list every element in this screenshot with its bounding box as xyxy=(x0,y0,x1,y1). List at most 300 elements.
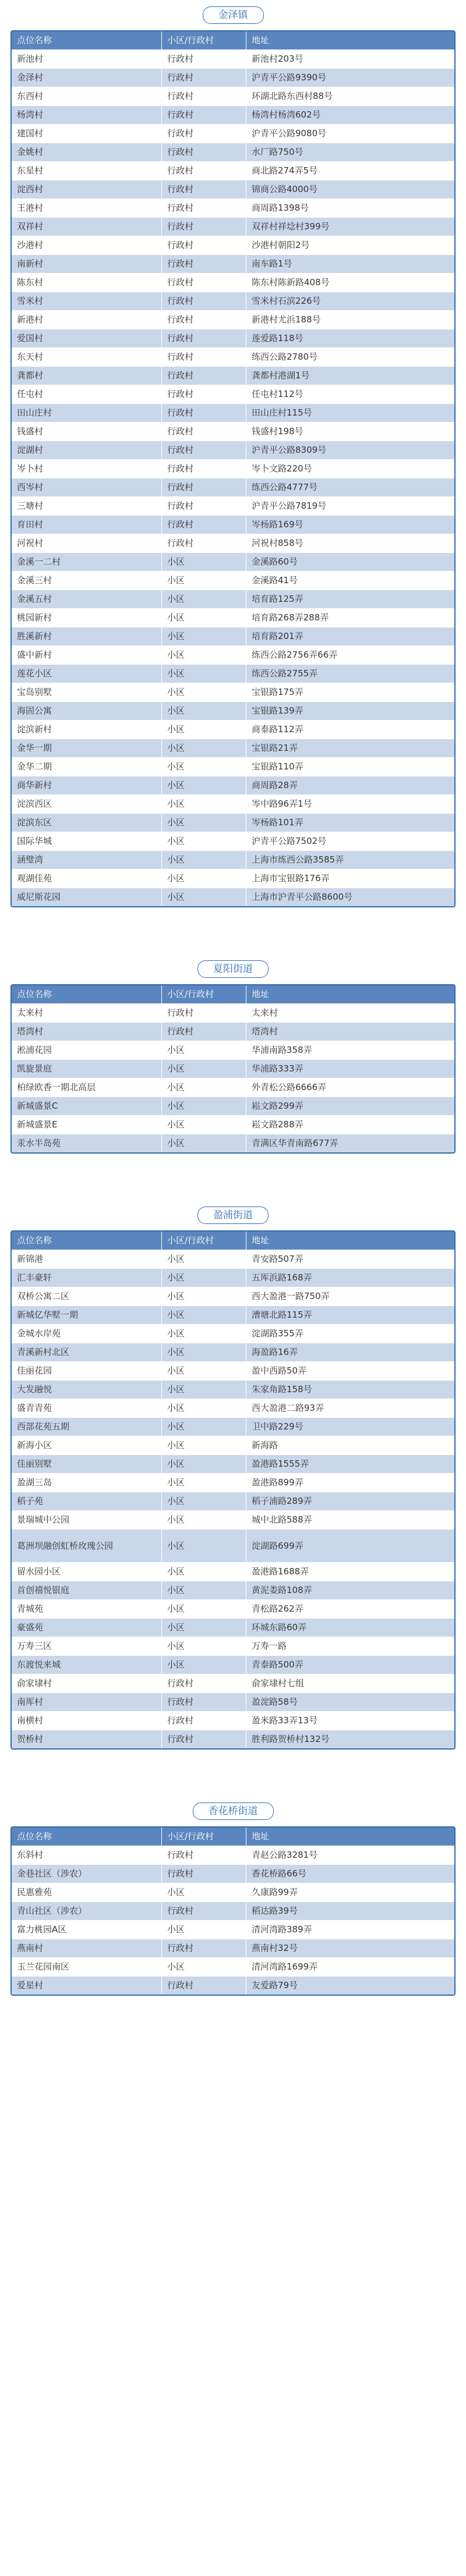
cell-address: 外青松公路6666弄 xyxy=(252,1082,327,1092)
cell-address: 练西公路2755弄 xyxy=(252,668,318,679)
section-title-wrap xyxy=(0,954,466,984)
table-row xyxy=(12,1004,454,1023)
cell-type: 行政村 xyxy=(162,1004,246,1022)
cell-type: 小区 xyxy=(162,627,246,645)
cell-address: 久康路99弄 xyxy=(252,1887,298,1897)
cell-type: 小区 xyxy=(162,1418,246,1436)
table-row xyxy=(12,1712,454,1730)
cell-name: 新城亿华墅一期 xyxy=(12,1306,162,1324)
table-row xyxy=(12,1474,454,1492)
table-row xyxy=(12,1730,454,1748)
cell-type: 行政村 xyxy=(162,292,246,310)
cell-address: 青松路262弄 xyxy=(252,1603,303,1614)
table-row xyxy=(12,1637,454,1656)
table-row xyxy=(12,1674,454,1693)
cell-address: 河祝村858号 xyxy=(252,538,303,548)
section-spacer xyxy=(0,907,466,954)
cell-address: 培育路201弄 xyxy=(252,631,303,641)
cell-address: 淀湖路355弄 xyxy=(252,1328,303,1339)
table-row xyxy=(12,609,454,627)
table-row xyxy=(12,683,454,702)
cell-address: 商周路28弄 xyxy=(252,780,298,790)
cell-type: 小区 xyxy=(162,1399,246,1417)
cell-name: 岑卜村 xyxy=(12,460,162,478)
cell-address: 西大盈港二路93弄 xyxy=(252,1403,324,1413)
table-row xyxy=(12,1902,454,1921)
table-row xyxy=(12,1306,454,1325)
header-name: 点位名称 xyxy=(12,985,162,1003)
cell-type: 小区 xyxy=(162,1116,246,1134)
cell-type: 小区 xyxy=(162,1269,246,1287)
location-table xyxy=(10,984,456,1154)
cell-type: 小区 xyxy=(162,1097,246,1115)
table-row xyxy=(12,87,454,106)
cell-type: 小区 xyxy=(162,1474,246,1492)
cell-name: 金姚村 xyxy=(12,143,162,161)
cell-type: 小区 xyxy=(162,1287,246,1305)
cell-name: 塔湾村 xyxy=(12,1023,162,1041)
cell-type: 小区 xyxy=(162,702,246,720)
table-row xyxy=(12,1865,454,1883)
cell-type: 行政村 xyxy=(162,162,246,180)
cell-name: 杨湾村 xyxy=(12,106,162,124)
cell-type: 小区 xyxy=(162,1921,246,1939)
cell-address: 陈东村陈新路408号 xyxy=(252,277,330,288)
cell-name: 富力桃园A区 xyxy=(12,1921,162,1939)
cell-type: 行政村 xyxy=(162,441,246,459)
header-type: 小区/行政村 xyxy=(162,985,246,1003)
table-row xyxy=(12,665,454,683)
table-row xyxy=(12,236,454,255)
cell-address: 练西公路2756弄66弄 xyxy=(252,650,338,660)
cell-address: 沪青平公路7502号 xyxy=(252,836,327,846)
cell-address: 友爱路79号 xyxy=(252,1980,298,1990)
cell-type: 小区 xyxy=(162,683,246,701)
cell-type: 行政村 xyxy=(162,236,246,254)
table-row xyxy=(12,1656,454,1674)
cell-type: 行政村 xyxy=(162,516,246,534)
cell-address: 香花桥路66号 xyxy=(252,1868,307,1879)
cell-address: 宝银路21弄 xyxy=(252,743,298,753)
cell-type: 小区 xyxy=(162,1134,246,1152)
cell-address: 青赵公路3281号 xyxy=(252,1850,318,1860)
section-title: 香花桥街道 xyxy=(193,1803,274,1820)
cell-name: 淀滨东区 xyxy=(12,814,162,832)
cell-type: 行政村 xyxy=(162,87,246,105)
table-header-row xyxy=(12,1232,454,1250)
cell-name: 雪米村 xyxy=(12,292,162,310)
cell-name: 金溪三村 xyxy=(12,572,162,590)
cell-name: 新海小区 xyxy=(12,1436,162,1454)
cell-address: 上海市沪青平公路8600号 xyxy=(252,892,353,902)
cell-type: 小区 xyxy=(162,553,246,571)
cell-type: 小区 xyxy=(162,721,246,739)
cell-name: 汞水半岛苑 xyxy=(12,1134,162,1152)
cell-name: 双桥公寓二区 xyxy=(12,1287,162,1305)
table-header-row xyxy=(12,985,454,1004)
table-row xyxy=(12,106,454,125)
cell-name: 金华一期 xyxy=(12,739,162,757)
cell-name: 东星村 xyxy=(12,162,162,180)
cell-type: 行政村 xyxy=(162,367,246,385)
section-title: 金泽镇 xyxy=(203,6,264,24)
cell-type: 行政村 xyxy=(162,69,246,87)
cell-name: 胜溪新村 xyxy=(12,627,162,645)
cell-name: 新城盛景C xyxy=(12,1097,162,1115)
cell-address: 任屯村112号 xyxy=(252,389,303,399)
table-row xyxy=(12,1418,454,1436)
cell-name: 西部花苑五期 xyxy=(12,1418,162,1436)
cell-type: 小区 xyxy=(162,646,246,664)
cell-type: 小区 xyxy=(162,1511,246,1529)
cell-address: 商北路274弄5号 xyxy=(252,165,318,176)
table-row xyxy=(12,1250,454,1269)
cell-name: 柏绿欧香一期北高层 xyxy=(12,1078,162,1097)
cell-address: 沙港村朝阳2号 xyxy=(252,240,310,250)
table-row xyxy=(12,329,454,348)
table-row xyxy=(12,1343,454,1362)
table-row xyxy=(12,385,454,404)
cell-address: 莲爱路118号 xyxy=(252,333,303,343)
table-row xyxy=(12,832,454,851)
cell-type: 小区 xyxy=(162,1455,246,1473)
cell-name: 留水园小区 xyxy=(12,1563,162,1581)
cell-address: 培育路125弄 xyxy=(252,594,303,604)
cell-address: 沪青平公路8309号 xyxy=(252,445,327,455)
table-row xyxy=(12,1097,454,1116)
cell-type: 行政村 xyxy=(162,1865,246,1883)
cell-type: 行政村 xyxy=(162,218,246,236)
table-row xyxy=(12,143,454,162)
cell-name: 盈湖三岛 xyxy=(12,1474,162,1492)
cell-type: 行政村 xyxy=(162,423,246,441)
cell-address: 胜利路贺桥村132号 xyxy=(252,1734,330,1744)
cell-address: 龚都村港湖1号 xyxy=(252,370,310,381)
cell-type: 小区 xyxy=(162,1325,246,1343)
cell-type: 小区 xyxy=(162,1343,246,1361)
cell-name: 盛中新村 xyxy=(12,646,162,664)
cell-name: 金泽村 xyxy=(12,69,162,87)
cell-name: 景瑞城中公园 xyxy=(12,1511,162,1529)
cell-type: 小区 xyxy=(162,832,246,850)
table-row xyxy=(12,404,454,423)
table-row xyxy=(12,1455,454,1474)
cell-type: 小区 xyxy=(162,795,246,813)
cell-address: 岑卜文路220号 xyxy=(252,463,312,474)
table-header-row xyxy=(12,31,454,50)
table-row xyxy=(12,1883,454,1902)
table-row xyxy=(12,646,454,665)
table-row xyxy=(12,1287,454,1306)
cell-address: 新池村203号 xyxy=(252,54,303,64)
cell-type: 小区 xyxy=(162,888,246,906)
cell-address: 青泰路500弄 xyxy=(252,1659,303,1670)
cell-name: 建国村 xyxy=(12,125,162,143)
cell-name: 金城水岸苑 xyxy=(12,1325,162,1343)
cell-type: 小区 xyxy=(162,609,246,627)
cell-type: 行政村 xyxy=(162,1712,246,1730)
header-type: 小区/行政村 xyxy=(162,1828,246,1846)
cell-name: 燕南村 xyxy=(12,1939,162,1957)
cell-type: 行政村 xyxy=(162,50,246,68)
section-title-wrap xyxy=(0,0,466,30)
cell-address: 上海市练西公路3585弄 xyxy=(252,854,344,865)
cell-name: 钱盛村 xyxy=(12,423,162,441)
table-row xyxy=(12,69,454,87)
cell-address: 金溪路41号 xyxy=(252,575,298,586)
cell-type: 行政村 xyxy=(162,125,246,143)
cell-address: 塔湾村 xyxy=(252,1026,278,1037)
cell-address: 黄泥娄路108弄 xyxy=(252,1585,312,1595)
cell-name: 威尼斯花园 xyxy=(12,888,162,906)
cell-name: 双祥村 xyxy=(12,218,162,236)
cell-name: 西岑村 xyxy=(12,478,162,496)
table-row xyxy=(12,516,454,534)
cell-name: 任屯村 xyxy=(12,385,162,403)
cell-name: 王港村 xyxy=(12,199,162,217)
header-name: 点位名称 xyxy=(12,31,162,49)
table-row xyxy=(12,1563,454,1581)
cell-address: 练西公路4777号 xyxy=(252,482,318,492)
cell-type: 行政村 xyxy=(162,143,246,161)
table-row xyxy=(12,553,454,572)
header-address: 地址 xyxy=(252,989,270,999)
cell-name: 淀滨新村 xyxy=(12,721,162,739)
cell-name: 田山庄村 xyxy=(12,404,162,422)
header-name: 点位名称 xyxy=(12,1232,162,1250)
cell-type: 小区 xyxy=(162,1619,246,1637)
cell-name: 青山社区（涉农） xyxy=(12,1902,162,1920)
header-address: 地址 xyxy=(252,1831,270,1841)
section-2 xyxy=(0,1200,466,1796)
cell-name: 三塘村 xyxy=(12,497,162,515)
cell-address: 稻子浦路289弄 xyxy=(252,1496,312,1506)
table-row xyxy=(12,292,454,311)
cell-name: 爱国村 xyxy=(12,329,162,347)
cell-type: 小区 xyxy=(162,1581,246,1599)
cell-type: 小区 xyxy=(162,665,246,683)
cell-name: 新锦港 xyxy=(12,1250,162,1268)
cell-name: 国际华城 xyxy=(12,832,162,850)
cell-name: 育田村 xyxy=(12,516,162,534)
cell-address: 万寿一路 xyxy=(252,1641,287,1651)
cell-address: 盈港路899弄 xyxy=(252,1477,303,1488)
cell-type: 行政村 xyxy=(162,478,246,496)
cell-name: 佳丽花园 xyxy=(12,1362,162,1380)
cell-type: 小区 xyxy=(162,758,246,776)
cell-address: 田山庄村115号 xyxy=(252,407,312,418)
cell-address: 卫中路229号 xyxy=(252,1421,303,1432)
table-row xyxy=(12,50,454,69)
cell-type: 行政村 xyxy=(162,1730,246,1748)
header-address: 地址 xyxy=(252,35,270,45)
cell-name: 新城盛景E xyxy=(12,1116,162,1134)
cell-name: 海固公寓 xyxy=(12,702,162,720)
cell-address: 水厂路750号 xyxy=(252,147,303,157)
cell-address: 金溪路60号 xyxy=(252,556,298,567)
cell-name: 沙港村 xyxy=(12,236,162,254)
cell-type: 小区 xyxy=(162,1078,246,1097)
cell-name: 龚都村 xyxy=(12,367,162,385)
table-row xyxy=(12,218,454,236)
cell-type: 小区 xyxy=(162,776,246,794)
cell-name: 东斜村 xyxy=(12,1846,162,1864)
section-title: 盈浦街道 xyxy=(197,1207,269,1224)
cell-address: 清河湾路1699弄 xyxy=(252,1961,318,1972)
cell-name: 宝岛别墅 xyxy=(12,683,162,701)
cell-type: 小区 xyxy=(162,1637,246,1655)
cell-address: 新港村尤浜188号 xyxy=(252,314,321,325)
cell-type: 行政村 xyxy=(162,1674,246,1693)
cell-address: 淀湖路699弄 xyxy=(252,1541,303,1551)
cell-address: 燕南村32号 xyxy=(252,1943,298,1953)
cell-name: 佳丽别墅 xyxy=(12,1455,162,1473)
cell-type: 行政村 xyxy=(162,534,246,552)
table-row xyxy=(12,1492,454,1511)
cell-name: 河祝村 xyxy=(12,534,162,552)
table-row xyxy=(12,1078,454,1097)
cell-type: 行政村 xyxy=(162,180,246,198)
table-row xyxy=(12,311,454,329)
cell-address: 青满区华青南路677弄 xyxy=(252,1138,338,1148)
cell-address: 宝银路139弄 xyxy=(252,705,303,716)
cell-address: 双祥村祥埝村399号 xyxy=(252,221,330,232)
cell-address: 盈港路1688弄 xyxy=(252,1566,309,1577)
cell-type: 行政村 xyxy=(162,497,246,515)
cell-type: 小区 xyxy=(162,590,246,608)
cell-name: 东天村 xyxy=(12,348,162,366)
table-row xyxy=(12,1530,454,1563)
cell-type: 小区 xyxy=(162,1883,246,1901)
table-row xyxy=(12,460,454,478)
cell-type: 小区 xyxy=(162,1362,246,1380)
table-row xyxy=(12,888,454,906)
table-row xyxy=(12,274,454,292)
cell-name: 南厍村 xyxy=(12,1693,162,1711)
cell-address: 环城东路60弄 xyxy=(252,1622,307,1633)
cell-type: 小区 xyxy=(162,870,246,888)
table-row xyxy=(12,1381,454,1399)
cell-address: 沪青平公路7819号 xyxy=(252,501,327,511)
table-row xyxy=(12,870,454,888)
cell-name: 淀西村 xyxy=(12,180,162,198)
table-row xyxy=(12,572,454,590)
cell-address: 太来村 xyxy=(252,1007,278,1018)
cell-address: 岑杨路169号 xyxy=(252,519,303,530)
cell-address: 盈米路33弄13号 xyxy=(252,1715,318,1726)
cell-address: 稻达路39号 xyxy=(252,1906,298,1916)
table-row xyxy=(12,441,454,460)
header-type: 小区/行政村 xyxy=(162,31,246,49)
cell-name: 桃园新村 xyxy=(12,609,162,627)
cell-name: 青城苑 xyxy=(12,1600,162,1618)
cell-name: 汇丰豪轩 xyxy=(12,1269,162,1287)
table-row xyxy=(12,590,454,609)
cell-name: 东渡悦来城 xyxy=(12,1656,162,1674)
cell-name: 莲花小区 xyxy=(12,665,162,683)
table-row xyxy=(12,1399,454,1418)
cell-address: 盈港路1555弄 xyxy=(252,1459,309,1469)
cell-address: 锦商公路4000号 xyxy=(252,184,318,194)
cell-address: 沪青平公路9080号 xyxy=(252,128,327,139)
cell-address: 崧文路299弄 xyxy=(252,1101,303,1111)
cell-type: 小区 xyxy=(162,1656,246,1674)
cell-name: 涵璧湾 xyxy=(12,851,162,869)
cell-type: 小区 xyxy=(162,1381,246,1399)
header-address: 地址 xyxy=(252,1235,270,1246)
cell-address: 青安路507弄 xyxy=(252,1254,303,1264)
section-0 xyxy=(0,0,466,954)
cell-type: 小区 xyxy=(162,1958,246,1976)
cell-address: 清河湾路389弄 xyxy=(252,1924,312,1935)
cell-name: 南新村 xyxy=(12,255,162,273)
cell-address: 商泰路112弄 xyxy=(252,724,303,735)
cell-type: 小区 xyxy=(162,1563,246,1581)
cell-address: 宝银路110弄 xyxy=(252,761,303,772)
cell-name: 商华新村 xyxy=(12,776,162,794)
table-row xyxy=(12,1581,454,1600)
table-row xyxy=(12,255,454,274)
table-row xyxy=(12,795,454,814)
table-row xyxy=(12,162,454,180)
table-row xyxy=(12,1511,454,1530)
cell-name: 葛洲坝融创虹桥玫瑰公园 xyxy=(12,1530,162,1562)
cell-name: 陈东村 xyxy=(12,274,162,292)
cell-name: 新港村 xyxy=(12,311,162,329)
table-row xyxy=(12,1116,454,1134)
table-row xyxy=(12,851,454,870)
cell-type: 小区 xyxy=(162,739,246,757)
section-spacer xyxy=(0,1750,466,1796)
cell-type: 小区 xyxy=(162,1436,246,1454)
cell-address: 杨湾村杨湾602号 xyxy=(252,109,321,120)
cell-type: 行政村 xyxy=(162,1023,246,1041)
table-row xyxy=(12,180,454,199)
cell-name: 金溪一二村 xyxy=(12,553,162,571)
cell-address: 海盈路16弄 xyxy=(252,1347,298,1357)
cell-address: 练西公路2780号 xyxy=(252,352,318,362)
table-row xyxy=(12,1921,454,1939)
cell-name: 淞浦花园 xyxy=(12,1041,162,1059)
cell-name: 太来村 xyxy=(12,1004,162,1022)
cell-type: 小区 xyxy=(162,814,246,832)
cell-type: 行政村 xyxy=(162,274,246,292)
cell-address: 雪米村石滨226号 xyxy=(252,296,321,306)
table-row xyxy=(12,1325,454,1343)
cell-address: 朱家角路158号 xyxy=(252,1384,312,1395)
cell-address: 培育路268弄288弄 xyxy=(252,612,329,623)
table-row xyxy=(12,1693,454,1712)
cell-name: 金溪五村 xyxy=(12,590,162,608)
cell-name: 凯旋景庭 xyxy=(12,1060,162,1078)
cell-name: 玉兰花园南区 xyxy=(12,1958,162,1976)
cell-type: 小区 xyxy=(162,572,246,590)
table-row xyxy=(12,721,454,739)
table-row xyxy=(12,1939,454,1958)
table-row xyxy=(12,1041,454,1060)
cell-address: 盈中西路50弄 xyxy=(252,1365,307,1376)
cell-name: 俞家埭村 xyxy=(12,1674,162,1693)
location-table xyxy=(10,30,456,907)
cell-type: 小区 xyxy=(162,1530,246,1562)
cell-type: 行政村 xyxy=(162,311,246,329)
cell-address: 环湖北路东西村88号 xyxy=(252,91,333,101)
table-row xyxy=(12,1134,454,1152)
cell-type: 行政村 xyxy=(162,1846,246,1864)
section-title-wrap xyxy=(0,1796,466,1826)
table-row xyxy=(12,1269,454,1287)
cell-address: 盈淀路58号 xyxy=(252,1697,298,1707)
